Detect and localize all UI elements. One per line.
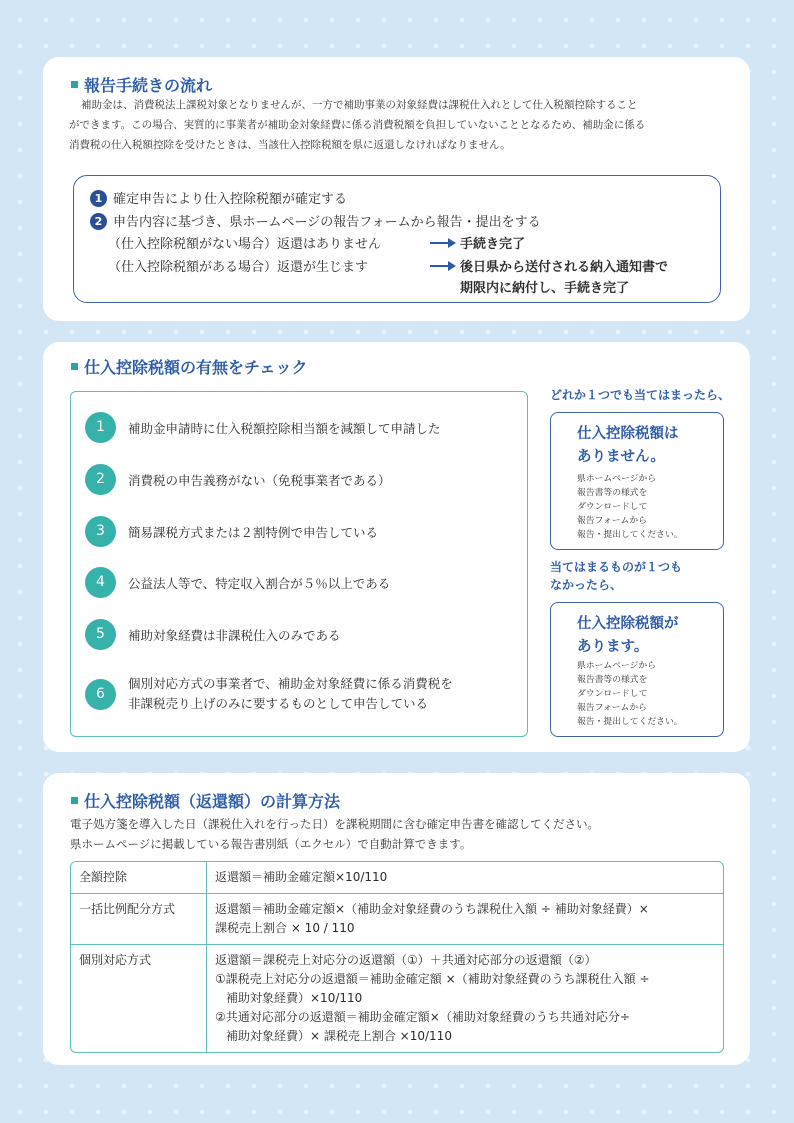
step-number-badge: 2 (90, 213, 107, 230)
case-credit-result-line-1: 後日県から送付される納入通知書で (460, 260, 669, 275)
row-formula: 返還額＝補助金確定額×10/110 (215, 870, 388, 884)
flow-section (43, 57, 750, 321)
check-section-title: 仕入控除税額の有無をチェック (71, 355, 308, 378)
checklist-item: 6 個別対応方式の事業者で、補助金対象経費に係る消費税を 非課税売り上げのみに要するものとして申告している (85, 674, 453, 714)
result-no-credit-title: 仕入控除税額は ありません。 (577, 426, 679, 465)
square-bullet-icon (71, 363, 78, 370)
square-bullet-icon (71, 797, 78, 804)
case-no-credit-label: （仕入控除税額がない場合）返還はありません (108, 237, 382, 252)
flow-intro: 補助金は、消費税法上課税対象となりませんが、一方で補助事業の対象経費は課税仕入れとして仕入税額控除すること ができます。この場合、実質的に事業者が補助金対象経費に係る消費税額を負担していないこととなるため、補助金に係る 消費税の仕入税額控除を受けたときは、当該仕入控除税額を県に返還しなければなりません。 (69, 99, 646, 151)
item-number-badge: 2 (85, 464, 116, 495)
item-number-badge: 4 (85, 567, 116, 598)
table-row (71, 862, 723, 893)
row-label: 全額控除 (71, 862, 207, 893)
arrow-right-icon (430, 242, 450, 244)
calc-table (70, 861, 724, 1053)
item-number-badge: 5 (85, 619, 116, 650)
calc-intro: 電子処方箋を導入した日（課税仕入れを行った日）を課税期間に含む確定申告書を確認してください。 県ホームページに掲載している報告書別紙（エクセル）で自動計算できます。 (70, 817, 599, 851)
result-no-credit-box (550, 412, 724, 550)
item-number-badge: 6 (85, 679, 116, 710)
row-label: 一括比例配分方式 (71, 894, 207, 944)
table-row (71, 944, 723, 1052)
case-credit-label: （仕入控除税額がある場合）返還が生じます (108, 260, 369, 275)
checklist-box (70, 391, 528, 737)
checklist-item: 1 補助金申請時に仕入税額控除相当額を減額して申請した (85, 412, 441, 443)
item-number-badge: 3 (85, 516, 116, 547)
result-credit-body: 県ホームページから 報告書等の様式を ダウンロードして 報告フォームから 報告・提出してください。 (577, 661, 683, 727)
flow-steps-box (73, 175, 721, 303)
flow-section-title: 報告手続きの流れ (71, 73, 212, 96)
row-label: 個別対応方式 (71, 945, 207, 1052)
checklist-item: 4 公益法人等で、特定収入割合が５％以上である (85, 567, 390, 598)
case-no-credit-result: 手続き完了 (460, 237, 526, 252)
calc-section (43, 773, 750, 1065)
result-no-credit-body: 県ホームページから 報告書等の様式を ダウンロードして 報告フォームから 報告・提出してください。 (577, 474, 683, 540)
lead-any-match: どれか１つでも当てはまったら、 (550, 388, 731, 402)
result-credit-title: 仕入控除税額が あります。 (577, 616, 679, 655)
row-formula: 返還額＝課税売上対応分の返還額（①）＋共通対応部分の返還額（②） ①課税売上対応分の返還額＝補助金確定額 ×（補助対象経費のうち課税仕入額 ÷ 補助対象経費）×10/110 ②共通対応部分の返還額＝補助金確定額×（補助対象経費のうち共通対応分÷ 補助対象経費）× 課税売上割合 ×10/110 (215, 953, 650, 1043)
calc-section-title: 仕入控除税額（返還額）の計算方法 (71, 789, 340, 812)
step-number-badge: 1 (90, 190, 107, 207)
checklist-item: 5 補助対象経費は非課税仕入のみである (85, 619, 341, 650)
flow-step-1: 1 確定申告により仕入控除税額が確定する (90, 188, 347, 207)
flow-step-2: 2 申告内容に基づき、県ホームページの報告フォームから報告・提出をする (90, 211, 541, 230)
case-credit-result-line-2: 期限内に納付し、手続き完了 (460, 281, 630, 296)
square-bullet-icon (71, 81, 78, 88)
arrow-right-icon (430, 265, 450, 267)
row-formula: 返還額＝補助金確定額×（補助金対象経費のうち課税仕入額 ÷ 補助対象経費）× 課税売上割合 × 10 / 110 (215, 902, 649, 935)
checklist-item: 2 消費税の申告義務がない（免税事業者である） (85, 464, 391, 495)
checklist-item: 3 簡易課税方式または２割特例で申告している (85, 516, 378, 547)
table-row (71, 893, 723, 944)
lead-no-match: 当てはまるものが１つも なかったら、 (550, 560, 683, 592)
result-credit-box (550, 602, 724, 737)
check-section (43, 342, 750, 752)
item-number-badge: 1 (85, 412, 116, 443)
